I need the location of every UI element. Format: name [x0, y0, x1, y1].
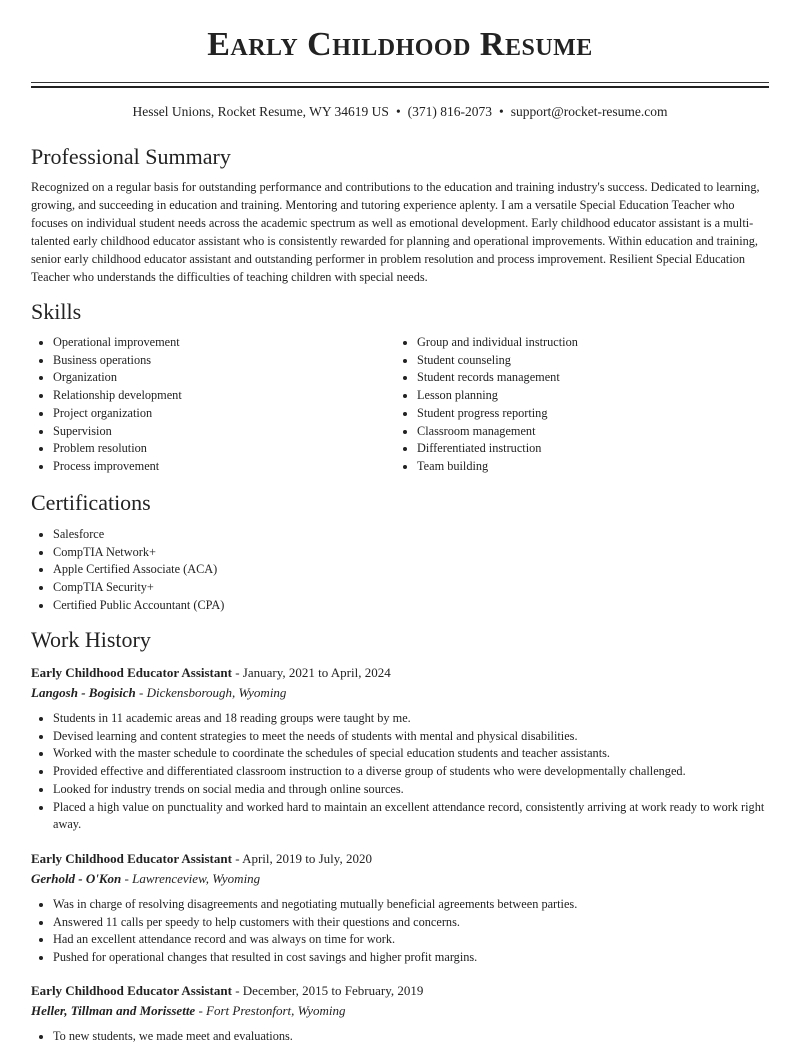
job-duty: • Provided effective and differentiated classroom instruction to a diverse group of students who were developmentally challenged. — [53, 763, 769, 781]
skill-item: • Team building — [417, 458, 777, 476]
job-duty: • Looked for industry trends on social media and through online sources. — [53, 781, 769, 799]
job-entry — [31, 850, 769, 967]
job-dates: - December, 2015 to February, 2019 — [231, 983, 424, 998]
skill-item: • Differentiated instruction — [417, 440, 777, 458]
skill-item: • Operational improvement — [53, 334, 393, 352]
title-divider-thick — [31, 86, 769, 88]
summary-heading: Professional Summary — [31, 144, 231, 169]
job-employer — [31, 684, 769, 702]
skill-item: • Relationship development — [53, 387, 393, 405]
skill-item: • Organization — [53, 369, 393, 387]
skill-item: • Student progress reporting — [417, 405, 777, 423]
job-title: Early Childhood Educator Assistant — [31, 851, 232, 866]
skill-item: • Student records management — [417, 369, 777, 387]
job-duty: • Pushed for operational changes that resulted in cost savings and higher profit margins. — [53, 949, 769, 967]
job-duty: • Answered 11 calls per speedy to help customers with their questions and concerns. — [53, 914, 769, 932]
contact-email: support@rocket-resume.com — [510, 104, 668, 119]
job-duties — [31, 1028, 769, 1046]
job-duty: • Students in 11 academic areas and 18 reading groups were taught by me. — [53, 710, 769, 728]
certification-item: • Apple Certified Associate (ACA) — [53, 561, 453, 579]
skill-item: • Student counseling — [417, 352, 777, 370]
job-duties — [31, 710, 769, 834]
job-duties — [31, 896, 769, 967]
job-header — [31, 850, 769, 868]
certification-item: • Salesforce — [53, 526, 453, 544]
job-company: Heller, Tillman and Morissette — [31, 1003, 196, 1018]
job-location: - Fort Prestonfort, Wyoming — [195, 1003, 346, 1018]
job-duty: • To new students, we made meet and evaluations. — [53, 1028, 769, 1046]
skill-item: • Problem resolution — [53, 440, 393, 458]
skill-item: • Supervision — [53, 423, 393, 441]
skill-item: • Classroom management — [417, 423, 777, 441]
job-duty: • Placed a high value on punctuality and worked hard to maintain an excellent attendance record, consistently arriving at work ready to work right away. — [53, 799, 769, 834]
job-duty: • Was in charge of resolving disagreements and negotiating mutually beneficial agreements between parties. — [53, 896, 769, 914]
certification-item: • Certified Public Accountant (CPA) — [53, 597, 453, 615]
contact-address: Hessel Unions, Rocket Resume, WY 34619 US — [132, 104, 389, 119]
job-entry — [31, 982, 769, 1046]
job-title: Early Childhood Educator Assistant — [31, 983, 232, 998]
job-dates: - April, 2019 to July, 2020 — [231, 851, 372, 866]
job-location: - Dickensborough, Wyoming — [135, 685, 287, 700]
summary-text: Recognized on a regular basis for outstanding performance and contributions to the education and training industry's success. Dedicated to learning, growing, and succeeding in education and training. Mentoring and tutoring experience aplenty. I am a versatile Special Education Teacher who focuses on individual student needs across the academic spectrum as well as emotional development. Early childhood educator assistant is a multi-talented early childhood educator assistant who is consistently rewarded for planning and operational improvements. Within education and training, senior early childhood educator assistant and outstanding performer in problem resolution and process improvement. Resilient Special Education Teacher who understands the difficulties of teaching children with special needs. — [31, 180, 760, 284]
job-duty: • Worked with the master schedule to coordinate the schedules of special education students and teacher assistants. — [53, 745, 769, 763]
work-history-heading: Work History — [31, 627, 151, 652]
job-employer — [31, 870, 769, 888]
contact-phone: (371) 816-2073 — [407, 104, 493, 119]
job-company: Gerhold - O'Kon — [31, 871, 122, 886]
contact-line — [0, 104, 800, 120]
certification-item: • CompTIA Security+ — [53, 579, 453, 597]
skill-item: • Project organization — [53, 405, 393, 423]
job-duty: • Devised learning and content strategies to meet the needs of students with mental and physical disabilities. — [53, 728, 769, 746]
job-entry — [31, 664, 769, 834]
job-dates: - January, 2021 to April, 2024 — [231, 665, 391, 680]
contact-separator: • — [499, 104, 504, 119]
job-duty: • Had an excellent attendance record and was always on time for work. — [53, 931, 769, 949]
job-location: - Lawrenceview, Wyoming — [121, 871, 261, 886]
job-title: Early Childhood Educator Assistant — [31, 665, 232, 680]
skill-item: • Lesson planning — [417, 387, 777, 405]
job-company: Langosh - Bogisich — [31, 685, 136, 700]
certifications-list — [31, 526, 453, 615]
certification-item: • CompTIA Network+ — [53, 544, 453, 562]
skill-item: • Process improvement — [53, 458, 393, 476]
certifications-heading: Certifications — [31, 490, 151, 515]
contact-separator: • — [395, 104, 401, 119]
skills-list-right — [395, 334, 777, 476]
title-divider-thin — [31, 82, 769, 83]
skills-list-left — [31, 334, 393, 476]
skill-item: • Group and individual instruction — [417, 334, 777, 352]
skills-heading: Skills — [31, 299, 82, 324]
resume-title: Early Childhood Resume — [207, 26, 593, 63]
job-header — [31, 982, 769, 1000]
skill-item: • Business operations — [53, 352, 393, 370]
job-employer — [31, 1002, 769, 1020]
job-header — [31, 664, 769, 682]
